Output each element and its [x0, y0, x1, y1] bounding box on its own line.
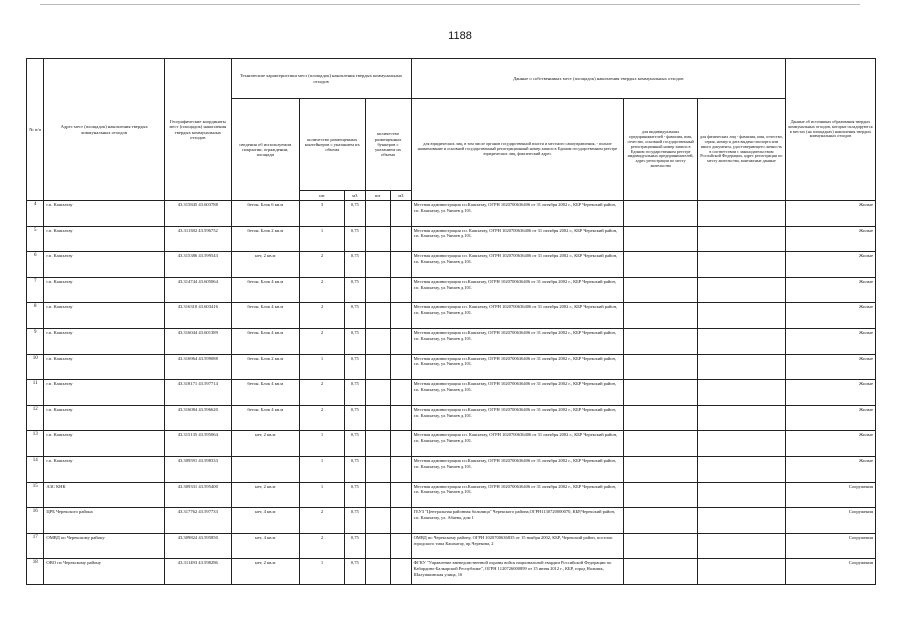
- row-ip: [624, 559, 698, 585]
- row-bunker-volume: [391, 277, 412, 303]
- row-bunker-volume: [391, 380, 412, 406]
- row-address: г.п. Кашхатау: [44, 354, 165, 380]
- row-individual: [697, 380, 785, 406]
- row-container-volume: 0,75: [345, 559, 365, 585]
- row-number: 16: [27, 508, 44, 534]
- header-individual-entrepreneurs: для индивидуальных предпринимателей - фамилия, имя, отчество, основной государственный регистрационный номер записи в Едином государственном реестре индивидуальных предпринимателей, адрес регистрации по месту жительства: [624, 99, 698, 201]
- row-owner: Местная администрация г.п.Кашхатау, ОГРН 1020700636406 от 31 октября 2002 г., КБР Черекский район, г.п. Кашхатау, ул.Уянаев д.101.: [411, 201, 624, 227]
- row-container-count: 1: [300, 431, 345, 457]
- row-source-type: Сооружения: [785, 508, 875, 534]
- row-bunker-count: [365, 456, 391, 482]
- row-container-volume: 0,75: [345, 405, 365, 431]
- row-surface: нет, 2 кв.м: [231, 252, 300, 278]
- header-containers: количество размещенных контейнеров с указанием их объема: [300, 99, 365, 191]
- row-source-type: Жилые: [785, 303, 875, 329]
- table-row: [27, 508, 876, 534]
- row-source-type: Жилые: [785, 354, 875, 380]
- row-ip: [624, 456, 698, 482]
- row-number: 13: [27, 431, 44, 457]
- row-container-count: 3: [300, 201, 345, 227]
- row-bunker-count: [365, 508, 391, 534]
- row-number: 8: [27, 303, 44, 329]
- row-source-type: Жилые: [785, 277, 875, 303]
- row-bunker-count: [365, 405, 391, 431]
- table-row: [27, 328, 876, 354]
- row-address: г.п. Кашхатау: [44, 252, 165, 278]
- row-source-type: Сооружения: [785, 482, 875, 508]
- row-source-type: Жилые: [785, 380, 875, 406]
- row-bunker-count: [365, 380, 391, 406]
- row-container-count: 2: [300, 380, 345, 406]
- row-container-volume: 0,75: [345, 277, 365, 303]
- row-bunker-volume: [391, 354, 412, 380]
- header-surface: сведения об используемом покрытии, ограждении, площади: [231, 99, 300, 201]
- row-owner: Местная администрация г.п. Кашхатау, ОГРН 1020700636406 от 31 октября 2002 г., КБР Черекский район, г.п. Кашхатау, ул.Уянаев д.101.: [411, 431, 624, 457]
- row-individual: [697, 559, 785, 585]
- row-container-count: 2: [300, 328, 345, 354]
- row-container-count: 2: [300, 303, 345, 329]
- row-bunker-volume: [391, 303, 412, 329]
- row-address: г.п. Кашхатау: [44, 277, 165, 303]
- row-owner: Местная администрация г.п. Кашхатау, ОГРН 1020700636406 от 31 октября 2002 г., КБР Черекский район, г.п. Кашхатау, ул.Уянаев д.101.: [411, 226, 624, 252]
- row-coordinates: 43.315386 43.599543: [165, 252, 231, 278]
- row-surface: бетон. Блок 2 кв.м: [231, 226, 300, 252]
- row-address: ЦРБ Черекского района: [44, 508, 165, 534]
- row-bunker-count: [365, 533, 391, 559]
- unit-containers-count: шт: [300, 191, 345, 201]
- row-individual: [697, 303, 785, 329]
- row-container-volume: 0,75: [345, 252, 365, 278]
- header-tech: Технические характеристики мест (площадок) накопления твердых коммунальных отходов: [231, 59, 411, 99]
- row-source-type: Сооружения: [785, 533, 875, 559]
- row-container-volume: 0,75: [345, 303, 365, 329]
- row-container-volume: 0,75: [345, 380, 365, 406]
- unit-containers-volume: м3: [345, 191, 365, 201]
- row-bunker-volume: [391, 252, 412, 278]
- row-number: 5: [27, 226, 44, 252]
- table-row: [27, 431, 876, 457]
- row-ip: [624, 277, 698, 303]
- header-owners: Данные о собственниках мест (площадок) накопления твердых коммунальных отходов: [411, 59, 785, 99]
- unit-bunkers-count: шт: [365, 191, 391, 201]
- row-container-volume: 0,75: [345, 354, 365, 380]
- row-bunker-count: [365, 354, 391, 380]
- row-surface: нет, 2 кв.м: [231, 431, 300, 457]
- row-owner: Местная администрация г.п. Кашхатау, ОГРН 1020700636406 от 31 октября 2002 г., КБР Черекский район, г.п. Кашхатау, ул.Уянаев д.101.: [411, 252, 624, 278]
- row-address: г.п. Кашхатау: [44, 303, 165, 329]
- scan-edge-line: [40, 4, 860, 5]
- row-owner: ФГКУ "Управление вневедомственной охраны войск национальной гвардии Российской Федерации по Кабардино-Балкарской Республике", ОГРН 1120726000899 от 15 июня 2012 г., КБР, город Нальчик, Шалушкинская улица, 16: [411, 559, 624, 585]
- header-individuals: для физических лиц - фамилия, имя, отчество, серия, номер и дата выдачи паспорта или иного документа, удостоверяющего личность в соответствии с законодательством Российской Федерации, адрес регистрации по месту жительства, контактные данные: [697, 99, 785, 201]
- row-bunker-count: [365, 303, 391, 329]
- row-address: г.п. Кашхатау: [44, 201, 165, 227]
- row-address: г.п. Кашхатау: [44, 328, 165, 354]
- page-number: 1188: [448, 30, 472, 42]
- row-ip: [624, 431, 698, 457]
- table-body: [27, 201, 876, 585]
- row-ip: [624, 405, 698, 431]
- row-container-count: 1: [300, 226, 345, 252]
- row-number: 15: [27, 482, 44, 508]
- row-container-volume: 0,75: [345, 533, 365, 559]
- table-row: [27, 252, 876, 278]
- row-bunker-count: [365, 431, 391, 457]
- row-owner: Местная администрация г.п.Кашхатау, ОГРН 1020700636406 от 31 октября 2002 г., КБР Черекский район, г.п. Кашхатау, ул.Уянаев д.101.: [411, 456, 624, 482]
- row-ip: [624, 508, 698, 534]
- row-surface: нет, 2 кв.м: [231, 559, 300, 585]
- row-number: 11: [27, 380, 44, 406]
- row-owner: ОМВД по Черекскому району, ОГРН 1020700636835 от 15 ноября 2002, КБР, Черекский район, поселок городского типа Кашхатау, пр.Черекова, 2: [411, 533, 624, 559]
- row-surface: бетон. Блок 4 кв.м: [231, 405, 300, 431]
- row-individual: [697, 226, 785, 252]
- row-surface: бетон. Блок 2 кв.м: [231, 354, 300, 380]
- row-coordinates: 43.311493 43.598286: [165, 559, 231, 585]
- row-coordinates: 43.311382 43.596752: [165, 226, 231, 252]
- row-container-volume: 0,75: [345, 201, 365, 227]
- row-ip: [624, 354, 698, 380]
- row-number: 6: [27, 252, 44, 278]
- row-number: 7: [27, 277, 44, 303]
- row-surface: бетон. Блок 4 кв.м: [231, 328, 300, 354]
- row-surface: нет, 4 кв.м: [231, 508, 300, 534]
- row-container-count: 1: [300, 354, 345, 380]
- table-row: [27, 456, 876, 482]
- row-container-volume: 0,75: [345, 482, 365, 508]
- row-number: 10: [27, 354, 44, 380]
- header-address: Адрес мест (площадок) накопления твердых коммунальных отходов: [44, 59, 165, 201]
- unit-bunkers-volume: м3: [391, 191, 412, 201]
- waste-sites-table: [26, 58, 876, 585]
- table-row: [27, 354, 876, 380]
- row-coordinates: 43.309331 43.595400: [165, 482, 231, 508]
- row-coordinates: 43.316964 43.599088: [165, 354, 231, 380]
- row-number: 17: [27, 533, 44, 559]
- row-surface: бетон. Блок 6 кв.м: [231, 201, 300, 227]
- row-container-volume: 0,75: [345, 328, 365, 354]
- table-row: [27, 226, 876, 252]
- row-owner: Местная администрация г.п.Кашхатау, ОГРН 1020700636406 от 31 октября 2002 г., КБР Черекский район, г.п. Кашхатау, ул.Уянаев д.101.: [411, 277, 624, 303]
- row-surface: бетон. Блок 4 кв.м: [231, 303, 300, 329]
- row-bunker-count: [365, 328, 391, 354]
- row-ip: [624, 533, 698, 559]
- row-address: г.п. Кашхатау: [44, 405, 165, 431]
- row-bunker-count: [365, 226, 391, 252]
- row-number: 4: [27, 201, 44, 227]
- row-ip: [624, 303, 698, 329]
- row-coordinates: 43.318171 43.597714: [165, 380, 231, 406]
- row-address: ОМВД по Черекскому району: [44, 533, 165, 559]
- row-source-type: Жилые: [785, 431, 875, 457]
- row-individual: [697, 533, 785, 559]
- row-bunker-count: [365, 252, 391, 278]
- table-row: [27, 405, 876, 431]
- row-individual: [697, 201, 785, 227]
- table-row: [27, 201, 876, 227]
- header-legal-entities: для юридических лиц, в том числе органов государственной власти и местного самоуправления, - полное наименование и основной государственный регистрационный номер записи в Едином государственном реестре юридических лиц, фактический адрес: [411, 99, 624, 201]
- row-individual: [697, 456, 785, 482]
- row-source-type: Жилые: [785, 226, 875, 252]
- table-row: [27, 380, 876, 406]
- row-source-type: Жилые: [785, 252, 875, 278]
- row-number: 12: [27, 405, 44, 431]
- row-coordinates: 43.317762 43.597733: [165, 508, 231, 534]
- row-bunker-volume: [391, 405, 412, 431]
- row-bunker-volume: [391, 533, 412, 559]
- row-coordinates: 43.316044 43.601389: [165, 328, 231, 354]
- row-source-type: Жилые: [785, 405, 875, 431]
- row-surface: [231, 456, 300, 482]
- row-bunker-volume: [391, 559, 412, 585]
- header-sources: Данные об источниках образования твердых коммунальных отходов, которые складируются в местах (на площадках) накопления твердых коммунальных отходов: [785, 59, 875, 201]
- row-address: ОВО по Черекскому району: [44, 559, 165, 585]
- row-bunker-volume: [391, 431, 412, 457]
- row-container-volume: 0,75: [345, 508, 365, 534]
- row-bunker-volume: [391, 482, 412, 508]
- row-owner: Местная администрация г.п.Кашхатау, ОГРН 1020700636406 от 31 октября 2002 г., КБР Черекский район, г.п. Кашхатау, ул.Уянаев д.101.: [411, 380, 624, 406]
- row-surface: нет, 4 кв.м: [231, 533, 300, 559]
- table-row: [27, 559, 876, 585]
- row-container-count: 2: [300, 277, 345, 303]
- row-container-count: 2: [300, 533, 345, 559]
- row-source-type: Сооружения: [785, 559, 875, 585]
- row-bunker-count: [365, 277, 391, 303]
- row-bunker-volume: [391, 201, 412, 227]
- row-container-count: 1: [300, 482, 345, 508]
- row-coordinates: 43.316310 43.603416: [165, 303, 231, 329]
- row-bunker-volume: [391, 328, 412, 354]
- row-owner: ГБУЗ "Центральная районная больница" Черекского района,ОГРН1130720000070, КБР,Черекский район, г.п. Кашхатау, ул. Абаева, дом 1: [411, 508, 624, 534]
- row-address: г.п. Кашхатау: [44, 431, 165, 457]
- row-individual: [697, 431, 785, 457]
- row-number: 18: [27, 559, 44, 585]
- row-container-count: 1: [300, 559, 345, 585]
- row-individual: [697, 328, 785, 354]
- row-owner: Местная администрация г.п.Кашхатау, ОГРН 1020700636406 от 31 октября 2002 г., КБР Черекский район, г.п. Кашхатау, ул.Уянаев д.101.: [411, 328, 624, 354]
- row-ip: [624, 252, 698, 278]
- row-container-volume: 0,75: [345, 431, 365, 457]
- row-source-type: Жилые: [785, 328, 875, 354]
- row-individual: [697, 508, 785, 534]
- row-container-volume: 0,75: [345, 456, 365, 482]
- row-surface: бетон. Блок 4 кв.м: [231, 380, 300, 406]
- row-bunker-count: [365, 201, 391, 227]
- row-individual: [697, 405, 785, 431]
- row-number: 14: [27, 456, 44, 482]
- row-coordinates: 43.316084 43.596620: [165, 405, 231, 431]
- row-address: г.п. Кашхатау: [44, 456, 165, 482]
- row-container-volume: 0,75: [345, 226, 365, 252]
- row-individual: [697, 252, 785, 278]
- row-ip: [624, 482, 698, 508]
- header-num: № п/п: [27, 59, 44, 201]
- row-coordinates: 43.315845 43.603788: [165, 201, 231, 227]
- row-owner: Местная администрация г.п.Кашхатау, ОГРН 1020700636406 от 31 октября 2002 г., КБР Черекский район, г.п. Кашхатау, ул.Уянаев д.101.: [411, 405, 624, 431]
- row-ip: [624, 380, 698, 406]
- table-row: [27, 277, 876, 303]
- table-row: [27, 303, 876, 329]
- row-number: 9: [27, 328, 44, 354]
- row-ip: [624, 328, 698, 354]
- row-bunker-volume: [391, 508, 412, 534]
- row-container-count: 2: [300, 405, 345, 431]
- row-bunker-count: [365, 482, 391, 508]
- row-coordinates: 43.314744 43.605064: [165, 277, 231, 303]
- row-owner: Местная администрация г.п.Кашхатау, ОГРН 1020700636406 от 31 октября 2002 г., КБР Черекский район, г.п. Кашхатау, ул.Уянаев д.101.: [411, 482, 624, 508]
- row-container-count: 1: [300, 456, 345, 482]
- row-surface: нет, 2 кв.м: [231, 482, 300, 508]
- row-owner: Местная администрация г.п. Кашхатау, ОГРН 1020700636406 от 31 октября 2002 г., КБР Черекский район, г.п. Кашхатау, ул.Уянаев д.101.: [411, 303, 624, 329]
- table-row: [27, 533, 876, 559]
- row-ip: [624, 201, 698, 227]
- row-individual: [697, 482, 785, 508]
- row-address: АЗС КНК: [44, 482, 165, 508]
- header-coords: Географические координаты мест (площадок) накопления твердых коммунальных отходов: [165, 59, 231, 201]
- row-bunker-volume: [391, 456, 412, 482]
- row-surface: бетон. Блок 4 кв.м: [231, 277, 300, 303]
- row-source-type: Жилые: [785, 456, 875, 482]
- row-container-count: 2: [300, 252, 345, 278]
- header-bunkers: количество размещенных бункеров с указанием их объема: [365, 99, 411, 191]
- row-bunker-volume: [391, 226, 412, 252]
- row-coordinates: 43.315135 43.595064: [165, 431, 231, 457]
- row-bunker-count: [365, 559, 391, 585]
- row-owner: Местная администрация г.п.Кашхатау, ОГРН 1020700636406 от 31 октября 2002 г., КБР Черекский район, г.п. Кашхатау, ул.Уянаев д.101.: [411, 354, 624, 380]
- row-individual: [697, 277, 785, 303]
- row-source-type: Жилые: [785, 201, 875, 227]
- row-coordinates: 43.309591 43.598333: [165, 456, 231, 482]
- row-ip: [624, 226, 698, 252]
- table-row: [27, 482, 876, 508]
- row-individual: [697, 354, 785, 380]
- row-container-count: 2: [300, 508, 345, 534]
- row-address: г.п. Кашхатау: [44, 226, 165, 252]
- row-address: г.п. Кашхатау: [44, 380, 165, 406]
- row-coordinates: 43.309824 43.595850: [165, 533, 231, 559]
